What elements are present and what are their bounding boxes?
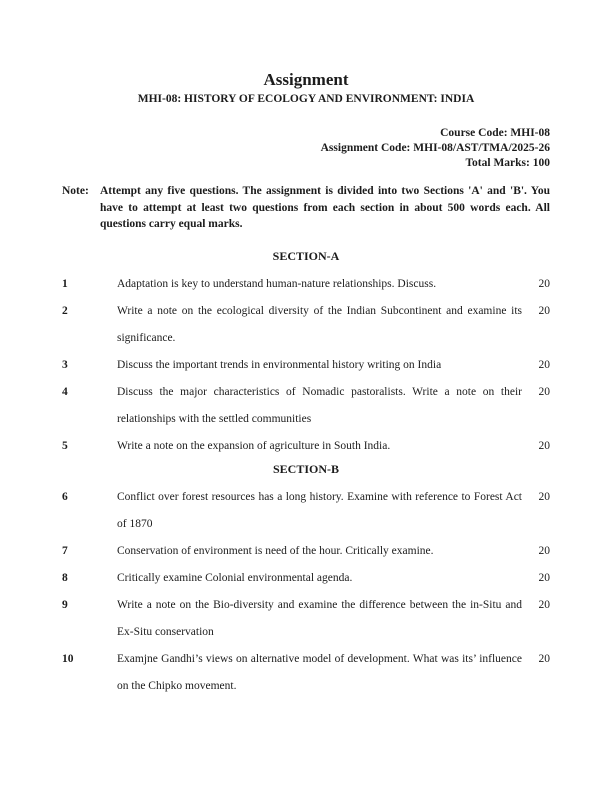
question-number: 4 <box>62 385 68 398</box>
question-number: 9 <box>62 598 68 611</box>
question-row <box>62 592 550 646</box>
question-number: 2 <box>62 304 68 317</box>
question-text: Conservation of environment is need of the hour. Critically examine. <box>117 544 434 557</box>
question-text: Discuss the important trends in environmental history writing on India <box>117 358 442 371</box>
question-text: Write a note on the ecological diversity of the Indian Subcontinent and examine its significance. <box>117 304 522 344</box>
question-marks: 20 <box>538 490 550 503</box>
question-marks: 20 <box>538 358 550 371</box>
section-b <box>62 462 550 700</box>
question-number: 7 <box>62 544 68 557</box>
question-text: Discuss the major characteristics of Nomadic pastoralists. Write a note on their relationships with the settled communities <box>117 385 522 425</box>
total-marks: Total Marks: 100 <box>465 157 550 169</box>
section-a <box>62 249 550 460</box>
course-code: Course Code: MHI-08 <box>440 127 550 139</box>
note-label: Note: <box>62 185 89 197</box>
question-marks: 20 <box>538 277 550 290</box>
question-marks: 20 <box>538 544 550 557</box>
question-marks: 20 <box>538 439 550 452</box>
question-marks: 20 <box>538 598 550 611</box>
question-row <box>62 538 550 565</box>
question-row <box>62 646 550 700</box>
course-title: MHI-08: HISTORY OF ECOLOGY AND ENVIRONMENT: INDIA <box>137 93 475 105</box>
section-b-heading: SECTION-B <box>272 461 340 476</box>
question-row <box>62 565 550 592</box>
question-number: 10 <box>62 652 74 665</box>
assignment-meta <box>62 126 550 171</box>
assignment-code: Assignment Code: MHI-08/AST/TMA/2025-26 <box>320 142 550 154</box>
question-row <box>62 484 550 538</box>
question-number: 8 <box>62 571 68 584</box>
question-text: Write a note on the expansion of agriculture in South India. <box>117 439 391 452</box>
question-row <box>62 298 550 352</box>
question-row <box>62 352 550 379</box>
question-text: Critically examine Colonial environmental agenda. <box>117 571 353 584</box>
question-text: Conflict over forest resources has a long history. Examine with reference to Forest Act of 1870 <box>117 490 522 530</box>
note-text: Attempt any five questions. The assignment is divided into two Sections 'A' and 'B'. You have to attempt at least two questions from each section in about 500 words each. All questions carry equal marks. <box>100 185 550 230</box>
question-text: Examjne Gandhi’s views on alternative model of development. What was its’ influence on the Chipko movement. <box>117 652 522 692</box>
question-number: 6 <box>62 490 68 503</box>
section-a-heading: SECTION-A <box>272 248 340 263</box>
instructions-note <box>62 183 550 233</box>
question-number: 1 <box>62 277 68 290</box>
question-number: 5 <box>62 439 68 452</box>
question-marks: 20 <box>538 571 550 584</box>
question-row <box>62 433 550 460</box>
question-marks: 20 <box>538 385 550 398</box>
question-text: Write a note on the Bio-diversity and examine the difference between the in-Situ and Ex-Situ conservation <box>117 598 522 638</box>
page-title: Assignment <box>263 70 349 89</box>
question-number: 3 <box>62 358 68 371</box>
question-row <box>62 271 550 298</box>
question-row <box>62 379 550 433</box>
question-marks: 20 <box>538 652 550 665</box>
question-text: Adaptation is key to understand human-nature relationships. Discuss. <box>117 277 437 290</box>
question-marks: 20 <box>538 304 550 317</box>
